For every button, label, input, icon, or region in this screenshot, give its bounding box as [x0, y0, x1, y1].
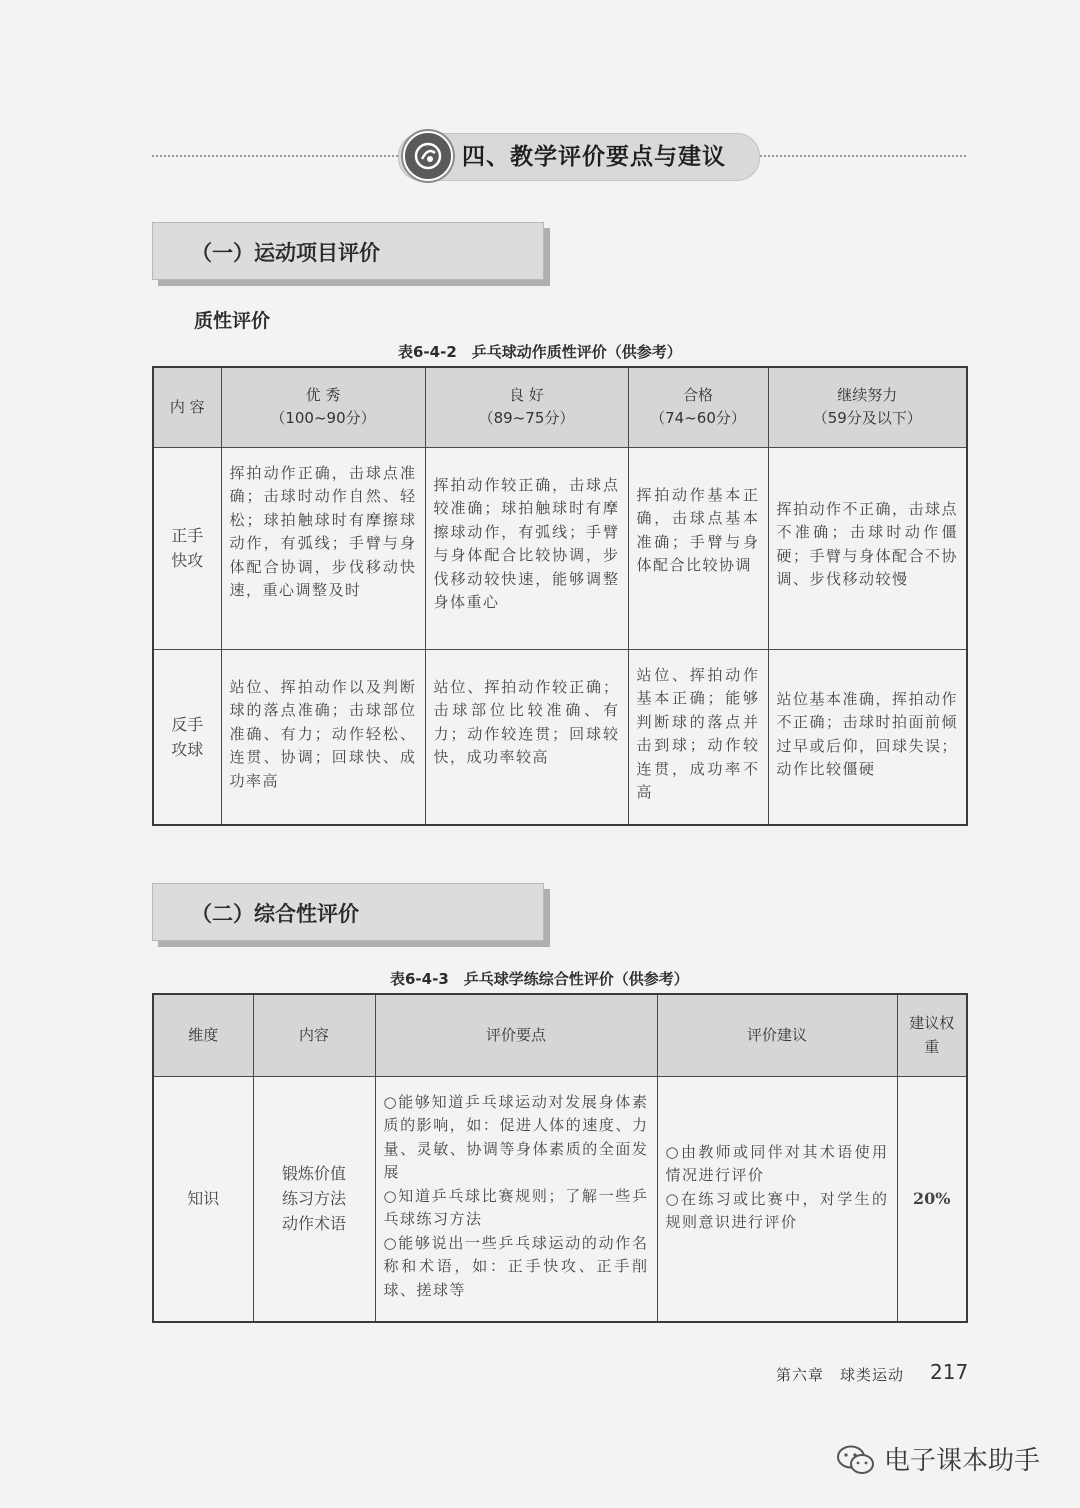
content-line: 动作术语 — [281, 1214, 346, 1234]
subsection-1-box — [152, 222, 544, 280]
table-cell: 挥拍动作较正确，击球点较准确；球拍触球时有摩擦球动作，有弧线；手臂与身体配合比较协调，步伐移动较快速，能够调整身体重心 — [433, 475, 620, 611]
row-label-line: 正手 — [171, 526, 204, 545]
content-cell — [253, 1076, 375, 1322]
row-label — [153, 649, 221, 825]
key-point: ○能够说出一些乒乓球运动的动作名称和术语，如：正手快攻、正手削球、搓球等 — [383, 1233, 649, 1299]
table-cell: 站位、挥拍动作较正确；击球部位比较准确、有力；动作较连贯；回球较快，成功率较高 — [433, 677, 620, 766]
table-cell: 挥拍动作正确，击球点准确；击球时动作自然、轻松；球拍触球时有摩擦球动作，有弧线；手臂与身体配合协调，步伐移动快速，重心调整及时 — [229, 463, 417, 599]
table-2-caption: 表6-4-3 乒乓球学练综合性评价（供参考） — [390, 970, 689, 988]
suggestion: ○由教师或同伴对其术语使用情况进行评价 — [665, 1142, 889, 1184]
wechat-icon — [836, 1444, 876, 1480]
table-cell: 站位、挥拍动作基本正确；能够判断球的落点并击到球；动作较连贯，成功率不高 — [636, 665, 760, 801]
table-1-header-content — [153, 367, 221, 447]
header-label: 良 好 — [509, 386, 544, 405]
table-cell: 挥拍动作基本正确，击球点基本准确；手臂与身体配合比较协调 — [636, 485, 760, 574]
subsection-1-title: （一）运动项目评价 — [191, 241, 380, 265]
row-label-line: 快攻 — [171, 551, 204, 570]
table-1-header-keep-trying — [768, 367, 967, 447]
table-1-header-pass — [628, 367, 768, 447]
header-label: 继续努力 — [837, 386, 898, 405]
subsection-2-box — [152, 883, 544, 941]
header-label: 优 秀 — [305, 386, 341, 405]
table-1-header-good — [425, 367, 628, 447]
section-title: 四、教学评价要点与建议 — [462, 144, 726, 170]
header-score-range: （59分及以下） — [812, 409, 922, 428]
row-label-line: 反手 — [171, 714, 204, 734]
weight-cell: 20% — [897, 1076, 967, 1322]
key-points-cell — [375, 1076, 657, 1322]
table-cell: 站位、挥拍动作以及判断球的落点准确；击球部位准确、有力；动作轻松、连贯、协调；回球快、成功率高 — [229, 677, 417, 790]
table-row — [153, 447, 967, 649]
row-label-line: 攻球 — [171, 739, 204, 759]
suggestions-cell — [657, 1076, 897, 1322]
table-2-header-suggestions: 评价建议 — [657, 994, 897, 1076]
table-1-caption: 表6-4-2 乒乓球动作质性评价（供参考） — [398, 343, 682, 361]
header-score-range: （74~60分） — [650, 409, 746, 428]
table-2-header-row — [153, 994, 967, 1076]
section-logo-icon — [403, 131, 453, 181]
table-cell: 站位基本准确，挥拍动作不正确；击球时拍面前倾过早或后仰，回球失误；动作比较僵硬 — [776, 689, 959, 778]
row-label — [153, 447, 221, 649]
header-score-range: （100~90分） — [270, 409, 376, 428]
header-label: 合格 — [682, 386, 713, 405]
banner-dotted-line-right — [740, 155, 966, 157]
banner-dotted-line-left — [152, 155, 402, 157]
suggestion: ○在练习或比赛中，对学生的规则意识进行评价 — [665, 1189, 889, 1231]
header-score-range: （89~75分） — [478, 409, 575, 428]
table-cell: 挥拍动作不正确，击球点不准确；击球时动作僵硬；手臂与身体配合不协调、步伐移动较慢 — [776, 499, 959, 588]
table-2-header-content: 内容 — [253, 994, 375, 1076]
qualitative-heading: 质性评价 — [194, 310, 271, 332]
content-line: 练习方法 — [281, 1189, 346, 1209]
table-2-header-weight: 建议权重 — [897, 994, 967, 1076]
page-number: 217 — [930, 1360, 969, 1384]
watermark-text: 电子课本助手 — [884, 1446, 1041, 1476]
key-point: ○能够知道乒乓球运动对发展身体素质的影响，如：促进人体的速度、力量、灵敏、协调等身体素质的全面发展 — [383, 1092, 649, 1181]
table-row — [153, 649, 967, 825]
content-line: 锻炼价值 — [281, 1164, 346, 1184]
table-2-header-key-points: 评价要点 — [375, 994, 657, 1076]
dimension-cell: 知识 — [153, 1076, 253, 1322]
subsection-2-title: （二）综合性评价 — [191, 902, 359, 926]
table-row — [153, 1076, 967, 1322]
chapter-footer: 第六章 球类运动 — [776, 1366, 905, 1384]
table-2-header-dimension: 维度 — [153, 994, 253, 1076]
table-1-header-row — [153, 367, 967, 447]
table-1-header-excellent — [221, 367, 425, 447]
key-point: ○知道乒乓球比赛规则；了解一些乒乓球练习方法 — [383, 1186, 649, 1228]
table-qualitative-evaluation — [152, 366, 968, 826]
header-label: 内 容 — [169, 397, 205, 416]
table-comprehensive-evaluation — [152, 993, 968, 1323]
